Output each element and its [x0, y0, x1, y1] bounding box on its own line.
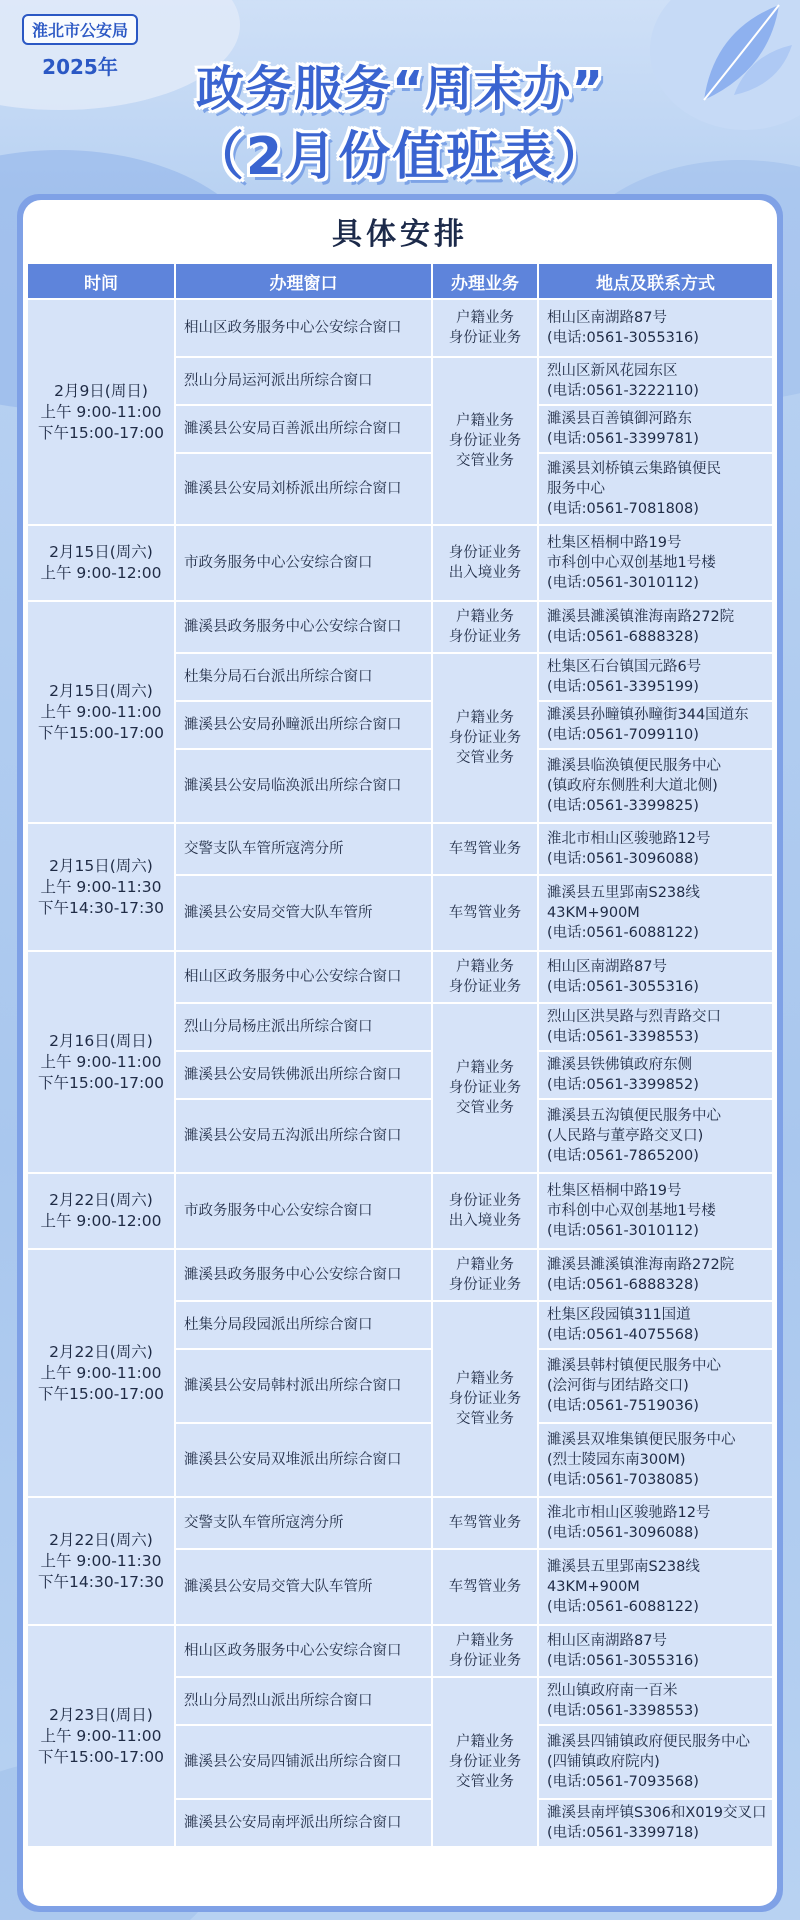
time-cell — [28, 952, 174, 1172]
time-text: 2月15日(周六) — [49, 543, 153, 561]
address-line: 濉溪县铁佛镇政府东侧 — [547, 1057, 692, 1073]
year-label: 2025年 — [42, 55, 118, 79]
address-line: (人民路与董亭路交叉口) — [547, 1128, 704, 1144]
address-line: 濉溪县临涣镇便民服务中心 — [547, 758, 721, 774]
address-line: (烈士陵园东南300M) — [547, 1452, 686, 1468]
column-header: 地点及联系方式 — [539, 264, 772, 298]
business-cell — [433, 1678, 537, 1846]
business-text: 交管业务 — [456, 1100, 514, 1116]
address-cell — [539, 358, 772, 404]
time-text: 上午 9:00-11:00 — [40, 1726, 162, 1745]
window-cell: 濉溪县公安局铁佛派出所综合窗口 — [176, 1052, 431, 1098]
business-text: 交管业务 — [456, 1411, 514, 1427]
column-header: 办理业务 — [433, 264, 537, 298]
address-cell — [539, 300, 772, 356]
window-cell: 濉溪县公安局孙疃派出所综合窗口 — [176, 702, 431, 748]
time-text: 上午 9:00-11:00 — [40, 1052, 162, 1071]
table-row — [28, 952, 772, 1002]
address-cell — [539, 406, 772, 452]
address-line: (电话:0561-7519036) — [547, 1398, 699, 1414]
time-text: 下午15:00-17:00 — [38, 1073, 164, 1092]
address-cell — [539, 602, 772, 652]
address-line: 濉溪县五里郢南S238线 — [547, 1559, 700, 1575]
address-line: (电话:0561-3398553) — [547, 1029, 699, 1045]
address-cell — [539, 1498, 772, 1548]
business-cell — [433, 526, 537, 600]
window-cell: 相山区政务服务中心公安综合窗口 — [176, 300, 431, 356]
window-cell: 濉溪县公安局临涣派出所综合窗口 — [176, 750, 431, 822]
time-text: 2月15日(周六) — [49, 856, 153, 875]
business-text: 户籍业务 — [456, 1371, 514, 1387]
address-line: 濉溪县孙疃镇孙疃街344国道东 — [547, 707, 749, 723]
window-cell: 濉溪县公安局四铺派出所综合窗口 — [176, 1726, 431, 1798]
window-cell: 杜集分局石台派出所综合窗口 — [176, 654, 431, 700]
schedule-card — [17, 194, 783, 1912]
business-text: 身份证业务 — [448, 1277, 522, 1293]
address-line: (电话:0561-3399852) — [547, 1077, 699, 1093]
address-cell — [539, 1100, 772, 1172]
window-cell: 濉溪县政务服务中心公安综合窗口 — [176, 1250, 431, 1300]
address-cell — [539, 1052, 772, 1098]
business-text: 身份证业务 — [448, 1653, 522, 1669]
business-cell — [433, 1626, 537, 1676]
business-text: 车驾管业务 — [448, 905, 522, 921]
business-cell — [433, 952, 537, 1002]
address-line: 淮北市相山区骏驰路12号 — [547, 831, 711, 847]
business-cell — [433, 1250, 537, 1300]
time-text: 下午15:00-17:00 — [38, 723, 164, 742]
address-cell — [539, 654, 772, 700]
time-text: 2月23日(周日) — [49, 1705, 153, 1724]
business-text: 户籍业务 — [456, 609, 514, 625]
address-line: (电话:0561-7093568) — [547, 1774, 699, 1790]
address-cell — [539, 1550, 772, 1624]
address-cell — [539, 1250, 772, 1300]
time-text: 2月22日(周六) — [49, 1191, 153, 1209]
time-text: 2月22日(周六) — [49, 1530, 153, 1549]
time-cell — [28, 1250, 174, 1496]
time-cell — [28, 1174, 174, 1248]
time-text: 上午 9:00-11:30 — [40, 1551, 162, 1570]
window-cell: 濉溪县公安局交管大队车管所 — [176, 876, 431, 950]
business-text: 身份证业务 — [448, 730, 522, 746]
business-text: 交管业务 — [456, 750, 514, 766]
business-text: 身份证业务 — [448, 1080, 522, 1096]
address-cell — [539, 1424, 772, 1496]
window-cell: 杜集分局段园派出所综合窗口 — [176, 1302, 431, 1348]
address-line: (电话:0561-3055316) — [547, 979, 699, 995]
business-text: 车驾管业务 — [448, 1579, 522, 1595]
table-row — [28, 300, 772, 356]
window-cell: 烈山分局杨庄派出所综合窗口 — [176, 1004, 431, 1050]
business-cell — [433, 1550, 537, 1624]
business-text: 出入境业务 — [448, 1213, 522, 1229]
schedule-table — [26, 262, 774, 1848]
address-line: (电话:0561-3399825) — [547, 798, 699, 814]
business-text: 车驾管业务 — [448, 1515, 522, 1531]
business-text: 身份证业务 — [448, 629, 522, 645]
address-cell — [539, 526, 772, 600]
business-text: 车驾管业务 — [448, 841, 522, 857]
table-header-row — [28, 264, 772, 298]
table-row — [28, 1174, 772, 1248]
address-line: 43KM+900M — [547, 905, 640, 921]
time-text: 上午 9:00-11:00 — [40, 702, 162, 721]
time-text: 上午 9:00-11:00 — [40, 1363, 162, 1382]
address-line: 相山区南湖路87号 — [547, 1633, 667, 1649]
business-text: 身份证业务 — [448, 1193, 522, 1209]
address-line: (镇政府东侧胜利大道北侧) — [547, 778, 718, 794]
address-line: 杜集区梧桐中路19号 — [547, 535, 682, 551]
address-line: (电话:0561-3055316) — [547, 330, 699, 346]
table-row — [28, 1498, 772, 1548]
window-cell: 濉溪县公安局南坪派出所综合窗口 — [176, 1800, 431, 1846]
address-line: 市科创中心双创基地1号楼 — [547, 555, 716, 571]
business-text: 交管业务 — [456, 453, 514, 469]
time-text: 下午14:30-17:30 — [38, 1572, 164, 1591]
time-text: 2月16日(周日) — [49, 1031, 153, 1050]
address-cell — [539, 750, 772, 822]
address-line: (电话:0561-3222110) — [547, 383, 699, 399]
window-cell: 市政务服务中心公安综合窗口 — [176, 526, 431, 600]
address-line: (电话:0561-7038085) — [547, 1472, 699, 1488]
address-line: 濉溪县百善镇御河路东 — [547, 411, 692, 427]
address-cell — [539, 1174, 772, 1248]
address-line: 淮北市相山区骏驰路12号 — [547, 1505, 711, 1521]
address-line: 濉溪县五里郢南S238线 — [547, 885, 700, 901]
time-cell — [28, 602, 174, 822]
address-line: (电话:0561-4075568) — [547, 1327, 699, 1343]
address-line: (浍河街与团结路交口) — [547, 1378, 689, 1394]
address-line: 濉溪县双堆集镇便民服务中心 — [547, 1432, 736, 1448]
time-text: 下午15:00-17:00 — [38, 423, 164, 442]
address-line: 濉溪县韩村镇便民服务中心 — [547, 1358, 721, 1374]
time-text: 2月9日(周日) — [54, 381, 148, 400]
table-row — [28, 824, 772, 874]
time-text: 上午 9:00-11:30 — [40, 877, 162, 896]
business-text: 户籍业务 — [456, 1257, 514, 1273]
address-line: (电话:0561-3010112) — [547, 575, 699, 591]
business-text: 身份证业务 — [448, 330, 522, 346]
business-text: 身份证业务 — [448, 1754, 522, 1770]
business-text: 出入境业务 — [448, 565, 522, 581]
time-cell — [28, 300, 174, 524]
address-cell — [539, 1678, 772, 1724]
address-line: 濉溪县四铺镇政府便民服务中心 — [547, 1734, 750, 1750]
window-cell: 濉溪县公安局双堆派出所综合窗口 — [176, 1424, 431, 1496]
table-row — [28, 1250, 772, 1300]
window-cell: 濉溪县政务服务中心公安综合窗口 — [176, 602, 431, 652]
address-cell — [539, 1626, 772, 1676]
address-line: 濉溪县南坪镇S306和X019交叉口 — [547, 1805, 767, 1821]
address-cell — [539, 702, 772, 748]
address-line: (电话:0561-3055316) — [547, 1653, 699, 1669]
time-cell — [28, 1626, 174, 1846]
business-cell — [433, 602, 537, 652]
window-cell: 相山区政务服务中心公安综合窗口 — [176, 952, 431, 1002]
address-line: (电话:0561-3399781) — [547, 431, 699, 447]
window-cell: 濉溪县公安局百善派出所综合窗口 — [176, 406, 431, 452]
column-header: 办理窗口 — [176, 264, 431, 298]
time-text: 上午 9:00-12:00 — [40, 564, 162, 582]
time-cell — [28, 824, 174, 950]
address-line: (电话:0561-7081808) — [547, 501, 699, 517]
address-cell — [539, 824, 772, 874]
business-text: 户籍业务 — [456, 959, 514, 975]
business-text: 身份证业务 — [448, 979, 522, 995]
time-text: 上午 9:00-11:00 — [40, 402, 162, 421]
address-line: 市科创中心双创基地1号楼 — [547, 1203, 716, 1219]
address-cell — [539, 1800, 772, 1846]
address-line: 43KM+900M — [547, 1579, 640, 1595]
business-text: 户籍业务 — [456, 1633, 514, 1649]
address-line: (电话:0561-3096088) — [547, 1525, 699, 1541]
window-cell: 濉溪县公安局五沟派出所综合窗口 — [176, 1100, 431, 1172]
address-cell — [539, 876, 772, 950]
window-cell: 交警支队车管所寇湾分所 — [176, 1498, 431, 1548]
address-cell — [539, 1302, 772, 1348]
business-text: 户籍业务 — [456, 710, 514, 726]
address-line: 烈山区洪昊路与烈青路交口 — [547, 1009, 721, 1025]
org-label: 淮北市公安局 — [22, 14, 138, 45]
business-cell — [433, 654, 537, 822]
window-cell: 濉溪县公安局韩村派出所综合窗口 — [176, 1350, 431, 1422]
address-line: 濉溪县五沟镇便民服务中心 — [547, 1108, 721, 1124]
address-line: 濉溪县刘桥镇云集路镇便民 — [547, 461, 721, 477]
address-line: (电话:0561-6088122) — [547, 925, 699, 941]
window-cell: 相山区政务服务中心公安综合窗口 — [176, 1626, 431, 1676]
address-line: (电话:0561-6088122) — [547, 1599, 699, 1615]
address-cell — [539, 1350, 772, 1422]
business-text: 户籍业务 — [456, 413, 514, 429]
address-line: 杜集区段园镇311国道 — [547, 1307, 691, 1323]
business-text: 户籍业务 — [456, 1060, 514, 1076]
window-cell: 市政务服务中心公安综合窗口 — [176, 1174, 431, 1248]
business-text: 身份证业务 — [448, 433, 522, 449]
window-cell: 烈山分局烈山派出所综合窗口 — [176, 1678, 431, 1724]
address-line: 服务中心 — [547, 481, 605, 497]
window-cell: 濉溪县公安局刘桥派出所综合窗口 — [176, 454, 431, 524]
column-header: 时间 — [28, 264, 174, 298]
address-line: 濉溪县濉溪镇淮海南路272院 — [547, 609, 735, 625]
business-text: 交管业务 — [456, 1774, 514, 1790]
business-cell — [433, 876, 537, 950]
business-text: 户籍业务 — [456, 310, 514, 326]
business-cell — [433, 1498, 537, 1548]
address-line: 相山区南湖路87号 — [547, 310, 667, 326]
table-row — [28, 1626, 772, 1676]
window-cell: 烈山分局运河派出所综合窗口 — [176, 358, 431, 404]
address-cell — [539, 1004, 772, 1050]
business-cell — [433, 300, 537, 356]
card-caption: 具体安排 — [332, 217, 468, 252]
address-cell — [539, 454, 772, 524]
business-text: 身份证业务 — [448, 1391, 522, 1407]
time-cell — [28, 526, 174, 600]
address-line: (电话:0561-3096088) — [547, 851, 699, 867]
time-text: 上午 9:00-12:00 — [40, 1212, 162, 1230]
address-line: 烈山镇政府南一百米 — [547, 1683, 678, 1699]
address-line: 烈山区新风花园东区 — [547, 363, 678, 379]
business-text: 身份证业务 — [448, 545, 522, 561]
address-line: (四铺镇政府院内) — [547, 1754, 660, 1770]
business-cell — [433, 824, 537, 874]
time-text: 2月15日(周六) — [49, 681, 153, 700]
address-line: (电话:0561-3010112) — [547, 1223, 699, 1239]
time-text: 下午15:00-17:00 — [38, 1747, 164, 1766]
address-line: (电话:0561-7865200) — [547, 1148, 699, 1164]
address-line: (电话:0561-3395199) — [547, 679, 699, 695]
address-line: 濉溪县濉溪镇淮海南路272院 — [547, 1257, 735, 1273]
page-title: 政务服务“周末办” — [195, 61, 605, 117]
address-line: 杜集区梧桐中路19号 — [547, 1183, 682, 1199]
business-cell — [433, 1004, 537, 1172]
window-cell: 濉溪县公安局交管大队车管所 — [176, 1550, 431, 1624]
time-text: 下午14:30-17:30 — [38, 898, 164, 917]
window-cell: 交警支队车管所寇湾分所 — [176, 824, 431, 874]
address-line: (电话:0561-3399718) — [547, 1825, 699, 1841]
business-text: 户籍业务 — [456, 1734, 514, 1750]
address-line: (电话:0561-6888328) — [547, 1277, 699, 1293]
address-line: (电话:0561-6888328) — [547, 629, 699, 645]
time-text: 下午15:00-17:00 — [38, 1384, 164, 1403]
time-cell — [28, 1498, 174, 1624]
page-subtitle: （2月份值班表） — [191, 127, 609, 187]
business-cell — [433, 1302, 537, 1496]
time-text: 2月22日(周六) — [49, 1342, 153, 1361]
address-line: (电话:0561-7099110) — [547, 727, 699, 743]
business-cell — [433, 1174, 537, 1248]
address-line: (电话:0561-3398553) — [547, 1703, 699, 1719]
address-cell — [539, 952, 772, 1002]
table-row — [28, 602, 772, 652]
address-cell — [539, 1726, 772, 1798]
address-line: 杜集区石台镇国元路6号 — [547, 659, 702, 675]
address-line: 相山区南湖路87号 — [547, 959, 667, 975]
business-cell — [433, 358, 537, 524]
table-row — [28, 526, 772, 600]
